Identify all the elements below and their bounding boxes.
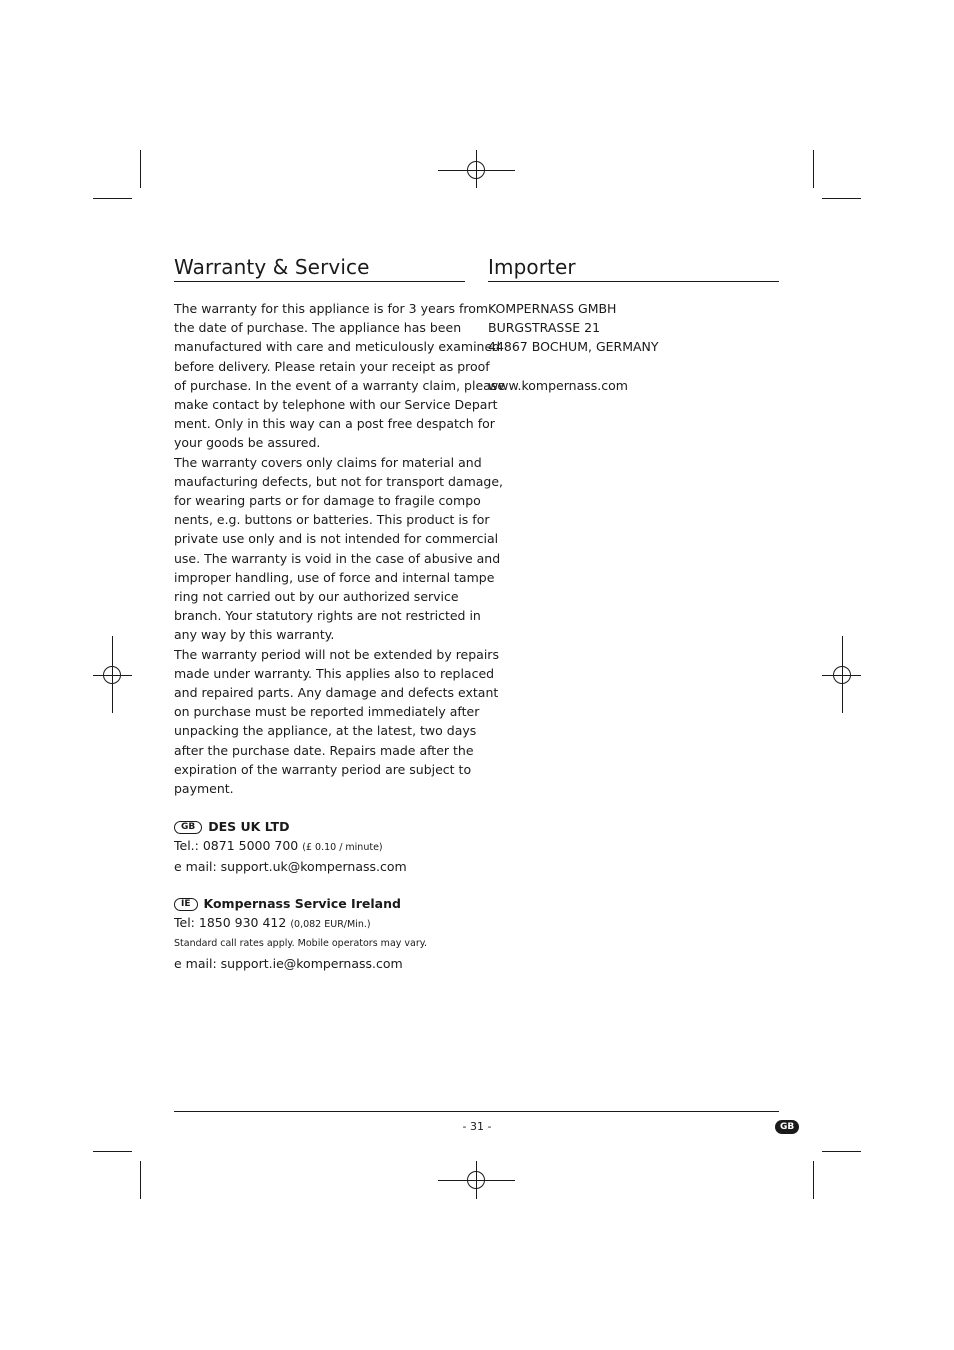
ie-phone: Tel: 1850 930 412 bbox=[174, 915, 287, 931]
uk-phone: Tel.: 0871 5000 700 bbox=[174, 838, 299, 854]
importer-address bbox=[488, 299, 659, 395]
language-badge: GB bbox=[775, 1120, 799, 1134]
importer-website: www.kompernass.com bbox=[488, 377, 628, 393]
ie-contact bbox=[174, 894, 427, 973]
warranty-heading: Warranty & Service bbox=[174, 255, 370, 279]
warranty-heading-rule bbox=[174, 281, 465, 282]
importer-heading-rule bbox=[488, 281, 779, 282]
importer-company: KOMPERNASS GMBH bbox=[488, 301, 617, 316]
page-number: - 31 - bbox=[462, 1120, 492, 1133]
uk-contact bbox=[174, 817, 407, 877]
uk-company-name: DES UK LTD bbox=[208, 819, 290, 834]
uk-call-rate: (£ 0.10 / minute) bbox=[302, 842, 383, 854]
footer-rule bbox=[174, 1111, 779, 1112]
ie-badge: IE bbox=[174, 898, 198, 911]
importer-street: BURGSTRASSE 21 bbox=[488, 320, 601, 336]
importer-heading: Importer bbox=[488, 255, 576, 279]
gb-badge: GB bbox=[174, 821, 202, 834]
warranty-text: The warranty for this appliance is for 3 years from the date of purchase. The appliance has been manufactured with care and meticulously examined before delivery. Please retain your receipt as proof of purchase. In the event of a warranty claim, please make contact by telephone with our Service Depart ment. Only in this way can a post free despatch for your goods be assured. The warranty covers only claims for material and maufacturing defects, but not for transport damage, for wearing parts or for damage to fragile compo nents, e.g. buttons or batteries. This product is for private use only and is not intended for commercial use. The warranty is void in the case of abusive and improper handling, use of force and internal tampe ring not carried out by our authorized service branch. Your statutory rights are not restricted in any way by this warranty. The warranty period will not be extended by repairs made under warranty. This applies also to replaced and repaired parts. Any damage and defects extant on purchase must be reported immediately after unpacking the appliance, at the latest, two days after the purchase date. Repairs made after the expiration of the warranty period are subject to payment. bbox=[174, 301, 506, 797]
ie-company-name: Kompernass Service Ireland bbox=[203, 896, 401, 911]
uk-email: e mail: support.uk@kompernass.com bbox=[174, 859, 407, 875]
ie-email: e mail: support.ie@kompernass.com bbox=[174, 955, 403, 971]
importer-city: 44867 BOCHUM, GERMANY bbox=[488, 339, 659, 355]
ie-rate-note: Standard call rates apply. Mobile operators may vary. bbox=[174, 938, 428, 950]
ie-call-rate: (0,082 EUR/Min.) bbox=[290, 919, 371, 931]
